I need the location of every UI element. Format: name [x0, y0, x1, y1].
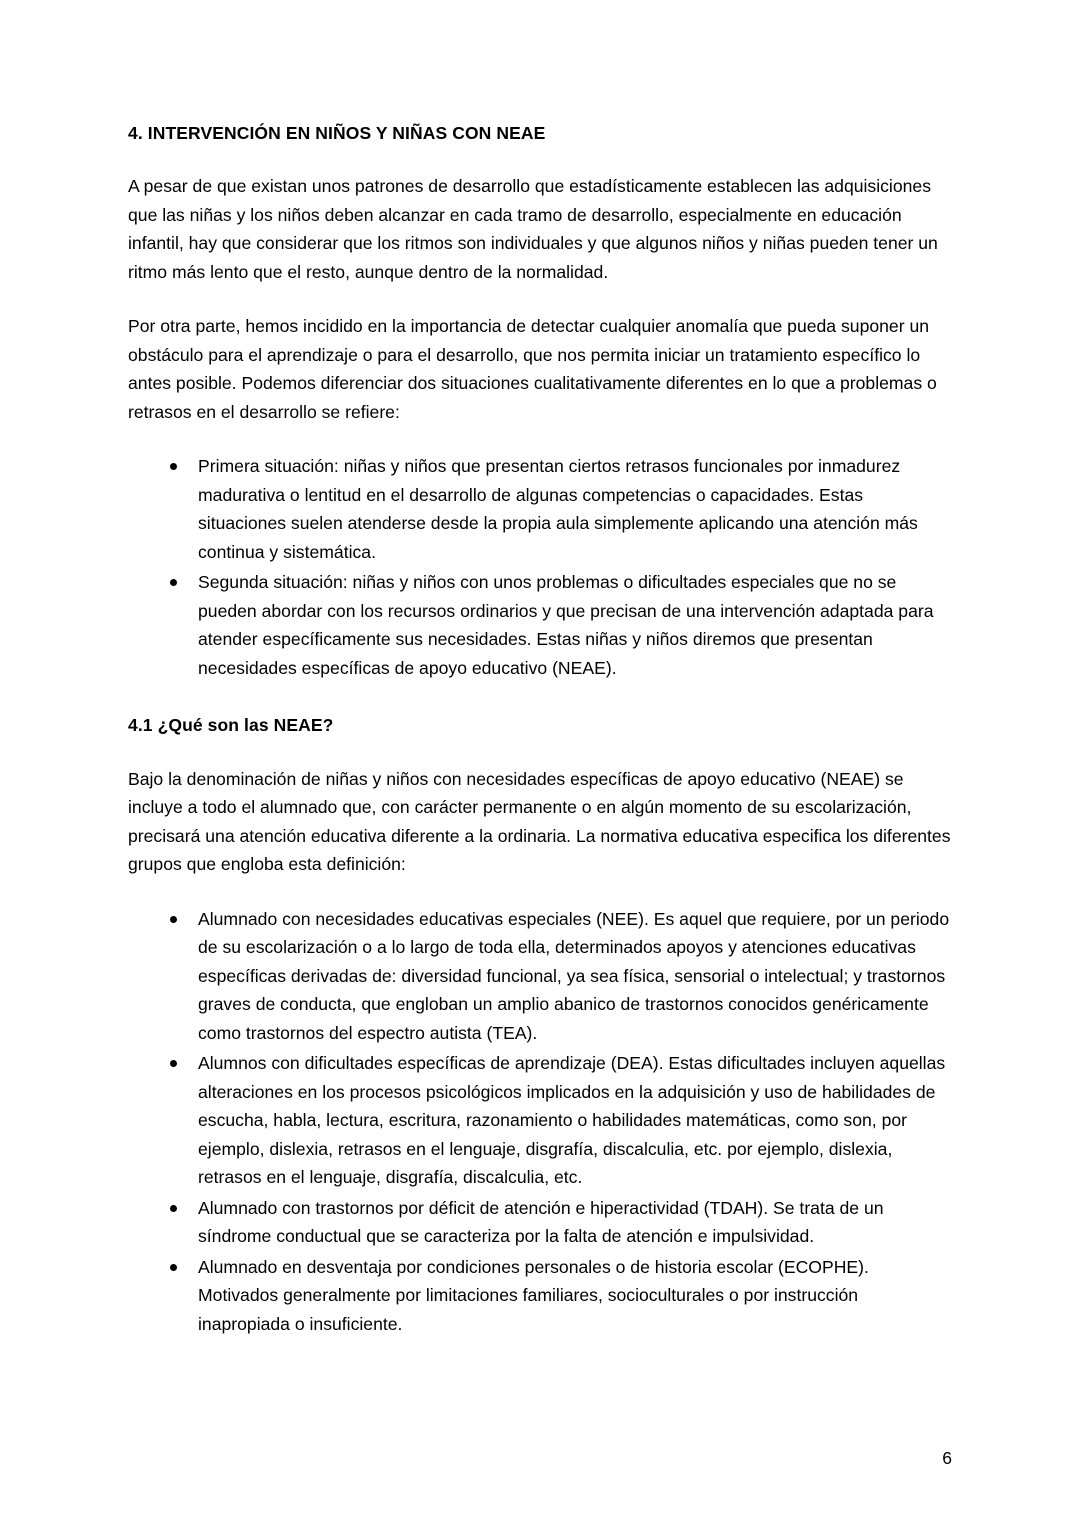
- subsection-paragraph: Bajo la denominación de niñas y niños con necesidades específicas de apoyo educativo (NEAE) se incluye a todo el alumnado que, con carácter permanente o en algún momento de su escolarización, precisará una atención educativa diferente a la ordinaria. La normativa educativa especifica los diferentes grupos que engloba esta definición:: [128, 768, 951, 874]
- page-number: 6: [942, 1447, 952, 1468]
- subsection-heading: 4.1 ¿Qué son las NEAE?: [128, 715, 334, 736]
- document-body: [128, 120, 952, 1338]
- list-item: Alumnado con trastornos por déficit de atención e hiperactividad (TDAH). Se trata de un síndrome conductual que se caracteriza por la falta de atención e impulsividad.: [166, 1194, 952, 1251]
- section-paragraph: A pesar de que existan unos patrones de desarrollo que estadísticamente establecen las adquisiciones que las niñas y los niños deben alcanzar en cada tramo de desarrollo, especialmente en educación infantil, hay que considerar que los ritmos son individuales y que algunos niños y niñas pueden tener un ritmo más lento que el resto, aunque dentro de la normalidad.: [128, 176, 938, 282]
- list-item: Segunda situación: niñas y niños con unos problemas o dificultades especiales que no se pueden abordar con los recursos ordinarios y que precisan de una intervención adaptada para atender específicamente sus necesidades. Estas niñas y niños diremos que presentan necesidades específicas de apoyo educativo (NEAE).: [166, 568, 952, 682]
- section-heading: 4. INTERVENCIÓN EN NIÑOS Y NIÑAS CON NEAE: [128, 123, 546, 143]
- list-item: Alumnado en desventaja por condiciones personales o de historia escolar (ECOPHE). Motivados generalmente por limitaciones familiares, socioculturales o por instrucción inapropiada o insuficiente.: [166, 1253, 952, 1339]
- list-item: Alumnos con dificultades específicas de aprendizaje (DEA). Estas dificultades incluyen aquellas alteraciones en los procesos psicológicos implicados en la adquisición y uso de habilidades de escucha, habla, lectura, escritura, razonamiento o habilidades matemáticas, como son, por ejemplo, dislexia, retrasos en el lenguaje, disgrafía, discalculia, etc. por ejemplo, dislexia, retrasos en el lenguaje, disgrafía, discalculia, etc.: [166, 1049, 952, 1192]
- subsection-bullet-list: [128, 905, 952, 1339]
- list-item: Primera situación: niñas y niños que presentan ciertos retrasos funcionales por inmadurez madurativa o lentitud en el desarrollo de algunas competencias o capacidades. Estas situaciones suelen atenderse desde la propia aula simplemente aplicando una atención más continua y sistemática.: [166, 452, 952, 566]
- list-item: Alumnado con necesidades educativas especiales (NEE). Es aquel que requiere, por un periodo de su escolarización o a lo largo de toda ella, determinados apoyos y atenciones educativas específicas derivadas de: diversidad funcional, ya sea física, sensorial o intelectual; y trastornos graves de conducta, que engloban un amplio abanico de trastornos conocidos genéricamente como trastornos del espectro autista (TEA).: [166, 905, 952, 1048]
- section-bullet-list: [128, 452, 952, 682]
- section-paragraph: Por otra parte, hemos incidido en la importancia de detectar cualquier anomalía que pueda suponer un obstáculo para el aprendizaje o para el desarrollo, que nos permita iniciar un tratamiento específico lo antes posible. Podemos diferenciar dos situaciones cualitativamente diferentes en lo que a problemas o retrasos en el desarrollo se refiere:: [128, 316, 937, 422]
